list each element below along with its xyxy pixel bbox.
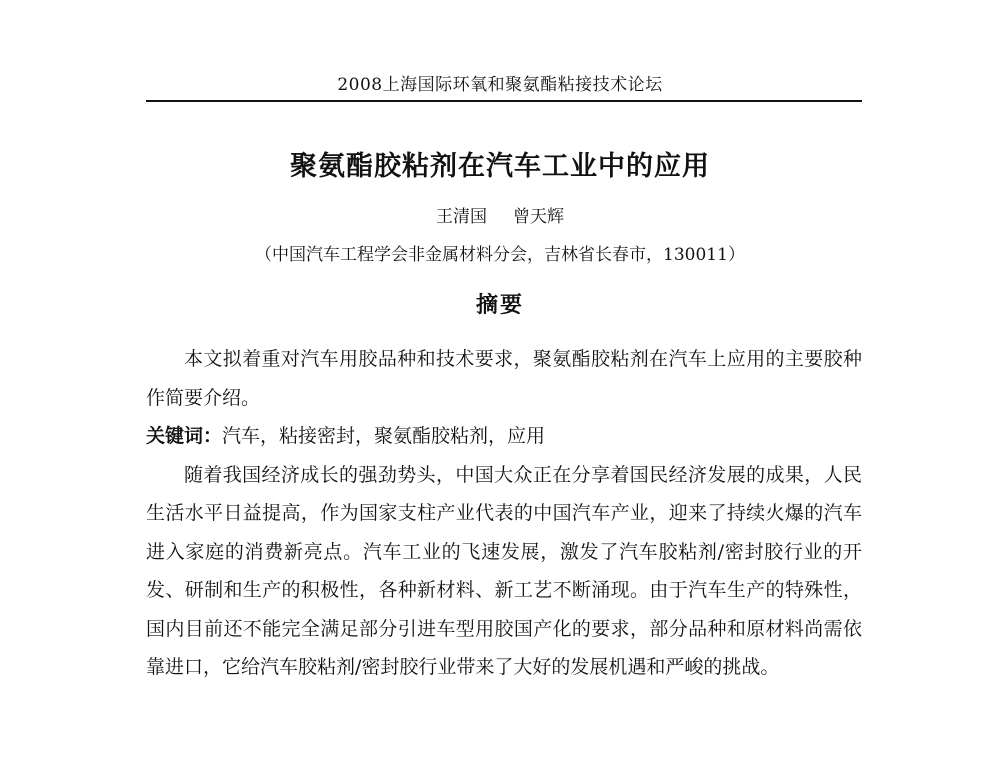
keywords-line	[146, 417, 862, 456]
abstract-paragraph: 本文拟着重对汽车用胶品种和技术要求，聚氨酯胶粘剂在汽车上应用的主要胶种作简要介绍。	[146, 348, 862, 409]
header-divider	[146, 100, 862, 102]
body-paragraph: 随着我国经济成长的强劲势头，中国大众正在分享着国民经济发展的成果，人民生活水平日益提高，作为国家支柱产业代表的中国汽车产业，迎来了持续火爆的汽车进入家庭的消费新亮点。汽车工业的飞速发展，激发了汽车胶粘剂/密封胶行业的开发、研制和生产的积极性，各种新材料、新工艺不断涌现。由于汽车生产的特殊性，国内目前还不能完全满足部分引进车型用胶国产化的要求，部分品种和原材料尚需依靠进口，它给汽车胶粘剂/密封胶行业带来了大好的发展机遇和严峻的挑战。	[146, 463, 862, 678]
paper-body	[146, 340, 862, 687]
keywords-value: 汽车，粘接密封，聚氨酯胶粘剂，应用	[222, 425, 546, 447]
abstract-heading: 摘要	[475, 292, 524, 318]
running-header: 2008上海国际环氧和聚氨酯粘接技术论坛	[337, 75, 663, 95]
authors	[0, 206, 1000, 228]
author-name: 曾天辉	[513, 207, 564, 227]
paper-title: 聚氨酯胶粘剂在汽车工业中的应用	[290, 151, 710, 182]
keywords-label: 关键词：	[146, 425, 223, 447]
author-name: 王清国	[436, 207, 487, 227]
affiliation: （中国汽车工程学会非金属材料分会，吉林省长春市，130011）	[255, 245, 745, 265]
